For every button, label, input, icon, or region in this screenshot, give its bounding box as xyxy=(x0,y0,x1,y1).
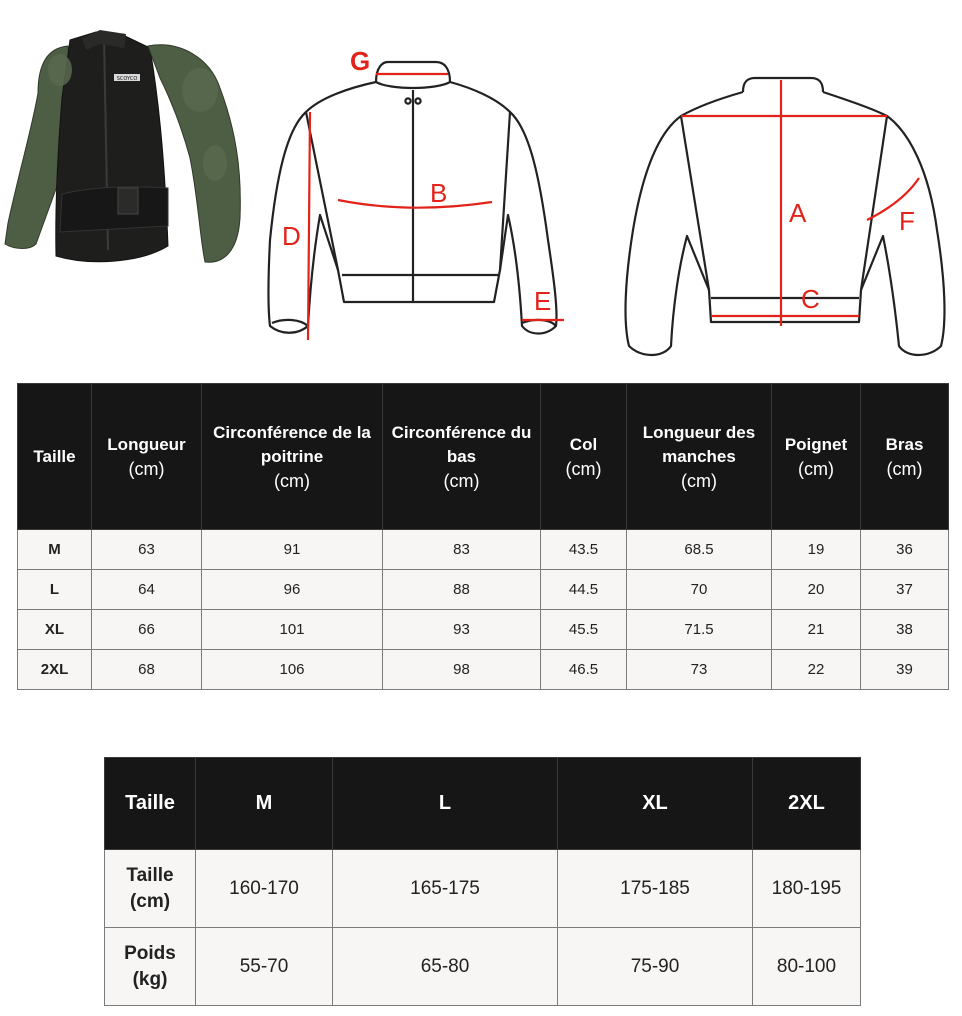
table-cell: 19 xyxy=(772,530,861,570)
jacket-waist-belt xyxy=(60,187,168,232)
table-cell: 165-175 xyxy=(333,850,558,928)
size-cell: 2XL xyxy=(18,650,92,690)
table-cell: 21 xyxy=(772,610,861,650)
fit-header-m: M xyxy=(196,758,333,850)
table-row xyxy=(18,570,949,610)
size-measurement-table xyxy=(17,383,949,690)
size-cell: L xyxy=(18,570,92,610)
table-cell: 180-195 xyxy=(753,850,861,928)
row-label-height: Taille (cm) xyxy=(105,850,196,928)
table-cell: 36 xyxy=(861,530,949,570)
table-row xyxy=(105,928,861,1006)
table-cell: 20 xyxy=(772,570,861,610)
table-cell: 68 xyxy=(92,650,202,690)
fit-header-xl: XL xyxy=(558,758,753,850)
label-c: C xyxy=(801,284,820,314)
brand-tag: SCOYCO xyxy=(116,76,138,82)
table-cell: 73 xyxy=(627,650,772,690)
table-row xyxy=(18,610,949,650)
label-e: E xyxy=(534,286,552,316)
table-cell: 45.5 xyxy=(541,610,627,650)
header-circonference-bas: Circonférence du bas (cm) xyxy=(383,384,541,530)
header-bras: Bras (cm) xyxy=(861,384,949,530)
table-cell: 39 xyxy=(861,650,949,690)
size-table-header-row xyxy=(18,384,949,530)
table-cell: 80-100 xyxy=(753,928,861,1006)
table-cell: 75-90 xyxy=(558,928,753,1006)
size-cell: M xyxy=(18,530,92,570)
table-cell: 22 xyxy=(772,650,861,690)
label-b: B xyxy=(430,178,448,208)
table-cell: 70 xyxy=(627,570,772,610)
header-taille: Taille xyxy=(18,384,92,530)
header-longueur-manches: Longueur des manches (cm) xyxy=(627,384,772,530)
fit-table-header-row xyxy=(105,758,861,850)
label-a: A xyxy=(789,198,807,228)
table-row xyxy=(18,650,949,690)
fit-header-l: L xyxy=(333,758,558,850)
table-cell: 63 xyxy=(92,530,202,570)
table-cell: 71.5 xyxy=(627,610,772,650)
table-cell: 38 xyxy=(861,610,949,650)
table-cell: 88 xyxy=(383,570,541,610)
table-cell: 160-170 xyxy=(196,850,333,928)
table-cell: 43.5 xyxy=(541,530,627,570)
header-longueur: Longueur (cm) xyxy=(92,384,202,530)
label-d: D xyxy=(282,221,301,251)
table-cell: 96 xyxy=(202,570,383,610)
table-cell: 93 xyxy=(383,610,541,650)
product-jacket-image xyxy=(0,18,250,268)
fit-header-2xl: 2XL xyxy=(753,758,861,850)
header-col: Col (cm) xyxy=(541,384,627,530)
fit-header-taille: Taille xyxy=(105,758,196,850)
front-jacket-diagram xyxy=(258,40,578,350)
table-cell: 66 xyxy=(92,610,202,650)
header-circonference-poitrine: Circonférence de la poitrine (cm) xyxy=(202,384,383,530)
header-poignet: Poignet (cm) xyxy=(772,384,861,530)
table-cell: 65-80 xyxy=(333,928,558,1006)
table-cell: 175-185 xyxy=(558,850,753,928)
label-g: G xyxy=(350,46,371,76)
size-cell: XL xyxy=(18,610,92,650)
table-cell: 55-70 xyxy=(196,928,333,1006)
table-cell: 46.5 xyxy=(541,650,627,690)
table-cell: 68.5 xyxy=(627,530,772,570)
table-row xyxy=(105,850,861,928)
table-row xyxy=(18,530,949,570)
table-cell: 64 xyxy=(92,570,202,610)
table-cell: 37 xyxy=(861,570,949,610)
table-cell: 91 xyxy=(202,530,383,570)
table-cell: 83 xyxy=(383,530,541,570)
table-cell: 44.5 xyxy=(541,570,627,610)
height-weight-table xyxy=(104,757,861,1006)
row-label-weight: Poids (kg) xyxy=(105,928,196,1006)
table-cell: 106 xyxy=(202,650,383,690)
label-f: F xyxy=(899,206,915,236)
table-cell: 98 xyxy=(383,650,541,690)
back-jacket-diagram xyxy=(615,60,955,365)
table-cell: 101 xyxy=(202,610,383,650)
